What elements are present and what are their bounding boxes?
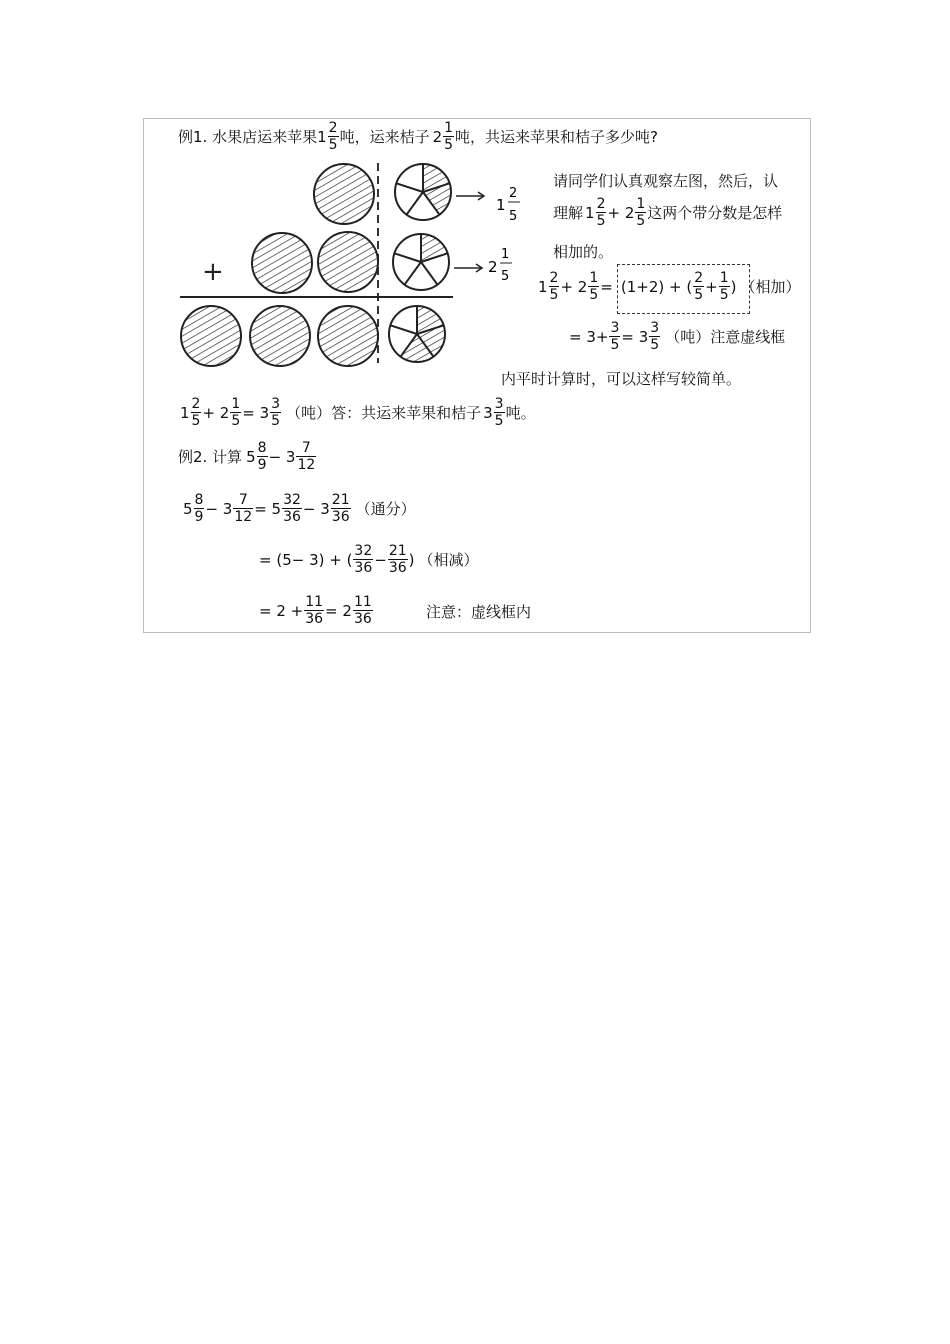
whole-circle (318, 232, 378, 292)
dashed-frame (617, 264, 750, 314)
whole-circle (252, 233, 312, 293)
svg-text:2: 2 (488, 258, 498, 276)
svg-text:2: 2 (509, 186, 518, 201)
apples-fraction: 2 5 (328, 120, 338, 153)
example2-question: 例2. 计算 5 8 9 − 3 7 12 (178, 440, 316, 473)
svg-text:1: 1 (501, 247, 510, 262)
explanation-continuation: 内平时计算时，可以这样写较简单。 (501, 370, 742, 388)
answer1: 1 2 5 + 2 $\frac{1}{5}$ = 3 3 5 （吨）答：共运来苹果和桔子 3 3 5 吨。 (180, 396, 536, 429)
explanation-line-1: 请同学们认真观察左图，然后，认 (553, 172, 779, 190)
whole-circle (181, 306, 241, 366)
example2-step3: = 2 + $\frac{11}{36}$ = 2 11 36 (259, 594, 372, 627)
fifths-circle-bottom (389, 306, 445, 362)
explanation-line-2: 理解 1 2 5 + 2 1 5 这两个带分数是怎样 (553, 196, 783, 229)
example2-note: 注意：虚线框内 (426, 603, 532, 621)
whole-circle (318, 306, 378, 366)
explanation-line-3: 相加的。 (553, 243, 614, 261)
svg-text:5: 5 (501, 269, 510, 284)
whole-circle (314, 164, 374, 224)
svg-text:5: 5 (509, 209, 518, 224)
fifths-circle-top (395, 164, 451, 220)
example1-question: 例1. 水果店运来苹果 1 2 5 吨，运来桔子 2 1 5 吨，共运来苹果和桔子多少吨? (178, 120, 659, 153)
sum-decomposition: 1 2 5 + 2 $\frac{1}{5}$ = (1+2) + ( 2 5 + $\frac{1}{5}$ ) （相加） (538, 270, 801, 303)
svg-text:1: 1 (496, 196, 506, 214)
example2-step2: = (5− 3) + ( 32 36 − $\frac{21}{36}$ ) （相减） (259, 543, 479, 576)
oranges-fraction: 1 5 (444, 120, 454, 153)
fifths-circle-mid (393, 234, 449, 290)
fraction-circles-figure (178, 158, 538, 373)
plus-sign: + (202, 257, 224, 287)
whole-circle (250, 306, 310, 366)
example2-step1: 5 8 9 − 3 $\frac{7}{12}$ = 5 32 36 − 3 21 36 （通分） (183, 492, 416, 525)
sum-result: = 3+ $\frac{3}{5}$ = 3 3 5 （吨）注意虚线框 (569, 320, 786, 353)
